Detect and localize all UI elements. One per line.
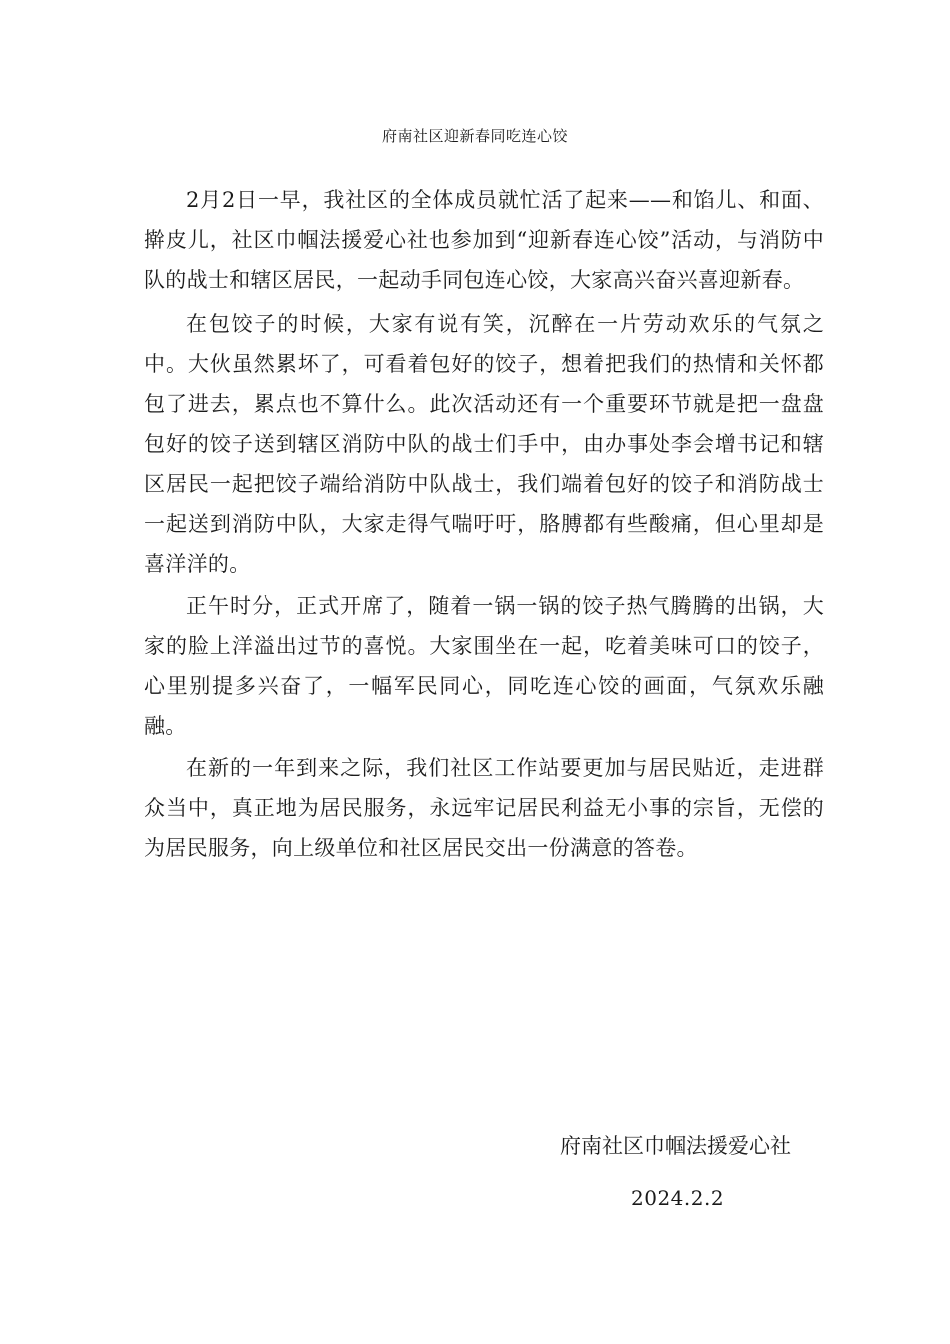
signature-date: 2024.2.2 bbox=[631, 1186, 725, 1210]
document-body bbox=[144, 180, 824, 868]
paragraph-2: 在包饺子的时候，大家有说有笑，沉醉在一片劳动欢乐的气氛之中。大伙虽然累坏了，可看着包好的饺子，想着把我们的热情和关怀都包了进去，累点也不算什么。此次活动还有一个重要环节就是把一盘盘包好的饺子送到辖区消防中队的战士们手中，由办事处李会增书记和辖区居民一起把饺子端给消防中队战士，我们端着包好的饺子和消防战士一起送到消防中队，大家走得气喘吁吁，胳膊都有些酸痛，但心里却是喜洋洋的。 bbox=[144, 312, 824, 576]
paragraph-3: 正午时分，正式开席了，随着一锅一锅的饺子热气腾腾的出锅，大家的脸上洋溢出过节的喜悦。大家围坐在一起，吃着美味可口的饺子，心里别提多兴奋了，一幅军民同心，同吃连心饺的画面，气氛欢乐融融。 bbox=[144, 594, 824, 738]
document-title: 府南社区迎新春同吃连心饺 bbox=[381, 127, 568, 145]
paragraph-1: 2月2日一早，我社区的全体成员就忙活了起来——和馅儿、和面、擀皮儿，社区巾帼法援爱心社也参加到“迎新春连心饺”活动，与消防中队的战士和辖区居民，一起动手同包连心饺，大家高兴奋兴喜迎新春。 bbox=[144, 188, 824, 292]
signature-organization: 府南社区巾帼法援爱心社 bbox=[560, 1134, 791, 1158]
paragraph-4: 在新的一年到来之际，我们社区工作站要更加与居民贴近，走进群众当中，真正地为居民服务，永远牢记居民利益无小事的宗旨，无偿的为居民服务，向上级单位和社区居民交出一份满意的答卷。 bbox=[144, 756, 824, 860]
